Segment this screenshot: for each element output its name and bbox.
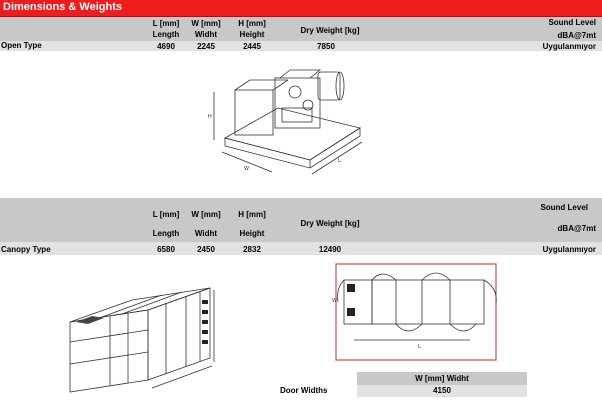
open-type-label: Open Type — [1, 41, 42, 50]
svg-text:L: L — [418, 344, 421, 350]
canopy-height: 2832 — [243, 245, 261, 254]
header-height: Height — [239, 30, 265, 39]
canopy-length: 6580 — [157, 245, 175, 254]
header-length-unit: L [mm] — [152, 19, 180, 28]
header-sound-unit: dBA@7mt — [557, 31, 596, 40]
canopy-header-sound-unit: dBA@7mt — [557, 224, 596, 233]
canopy-dry-weight: 12490 — [318, 245, 342, 254]
canopy-header-sound-level: Sound Level — [540, 203, 588, 212]
canopy-header-width: Widht — [194, 229, 218, 238]
header-dry-weight: Dry Weight [kg] — [300, 26, 360, 35]
canopy-header-length-unit: L [mm] — [152, 210, 180, 219]
svg-text:L: L — [338, 158, 341, 164]
svg-text:W: W — [244, 166, 249, 172]
header-sound-level: Sound Level — [548, 18, 596, 27]
door-widths-label: Door Widths — [280, 386, 328, 395]
open-width: 2245 — [197, 42, 215, 51]
svg-text:W: W — [332, 298, 337, 304]
canopy-header-width-unit: W [mm] — [191, 210, 221, 219]
header-height-unit: H [mm] — [238, 19, 266, 28]
open-generator-drawing — [200, 60, 370, 185]
section-title: Dimensions & Weights — [3, 1, 122, 13]
canopy-header-dry-weight: Dry Weight [kg] — [300, 219, 360, 228]
header-width: Widht — [194, 30, 218, 39]
canopy-width: 2450 — [197, 245, 215, 254]
canopy-header-height-unit: H [mm] — [238, 210, 266, 219]
canopy-header-height: Height — [239, 229, 265, 238]
open-sound: Uygulanmıyor — [542, 42, 596, 51]
door-header: W [mm] Widht — [415, 374, 469, 383]
open-height: 2445 — [243, 42, 261, 51]
header-width-unit: W [mm] — [191, 19, 221, 28]
open-length: 4690 — [157, 42, 175, 51]
open-dry-weight: 7850 — [317, 42, 335, 51]
canopy-generator-drawing — [62, 280, 222, 402]
canopy-header-length: Length — [152, 229, 180, 238]
header-length: Length — [152, 30, 180, 39]
door-width-value: 4150 — [433, 386, 451, 395]
canopy-sound: Uygulanmıyor — [542, 245, 596, 254]
canopy-plan-drawing — [330, 262, 500, 362]
svg-text:H: H — [208, 114, 212, 120]
canopy-type-label: Canopy Type — [1, 245, 51, 254]
